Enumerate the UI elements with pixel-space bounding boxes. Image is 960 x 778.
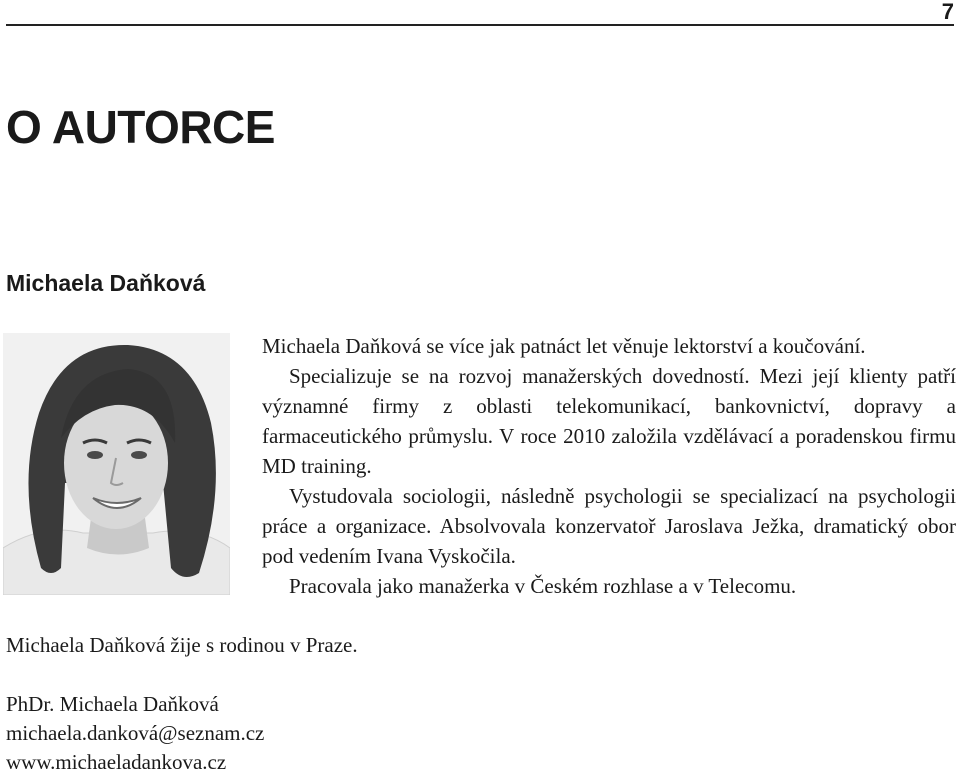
bio-paragraph: Specializuje se na rozvoj manažerských dovedností. Mezi její klienty patří významné firmy z oblasti telekomunikací, bankovnictví, dopravy a farmaceutického průmyslu. V roce 2010 založila vzdělávací a poradenskou firmu MD training. — [262, 364, 956, 478]
bio-text — [262, 331, 956, 601]
bio-paragraph: Vystudovala sociologii, následně psychologii se specializací na psychologii práce a organizace. Absolvovala konzervatoř Jaroslava Ježka, dramatický obor pod vedením Ivana Vyskočila. — [262, 484, 956, 568]
author-portrait-icon — [3, 333, 230, 595]
contact-block — [6, 690, 264, 777]
bio-closing: Michaela Daňková žije s rodinou v Praze. — [6, 633, 358, 657]
bio-paragraph: Pracovala jako manažerka v Českém rozhlase a v Telecomu. — [289, 574, 797, 598]
bio-paragraph: Michaela Daňková se více jak patnáct let věnuje lektorství a koučování. — [262, 334, 866, 358]
author-photo — [3, 333, 230, 595]
author-name: Michaela Daňková — [6, 270, 206, 296]
contact-email[interactable]: michaela.danková@seznam.cz — [6, 721, 265, 745]
header-rule — [6, 24, 954, 26]
contact-website[interactable]: www.michaeladankova.cz — [6, 750, 227, 774]
page-title: O AUTORCE — [6, 101, 275, 153]
page-number: 7 — [941, 0, 954, 24]
contact-name: PhDr. Michaela Daňková — [6, 692, 219, 716]
